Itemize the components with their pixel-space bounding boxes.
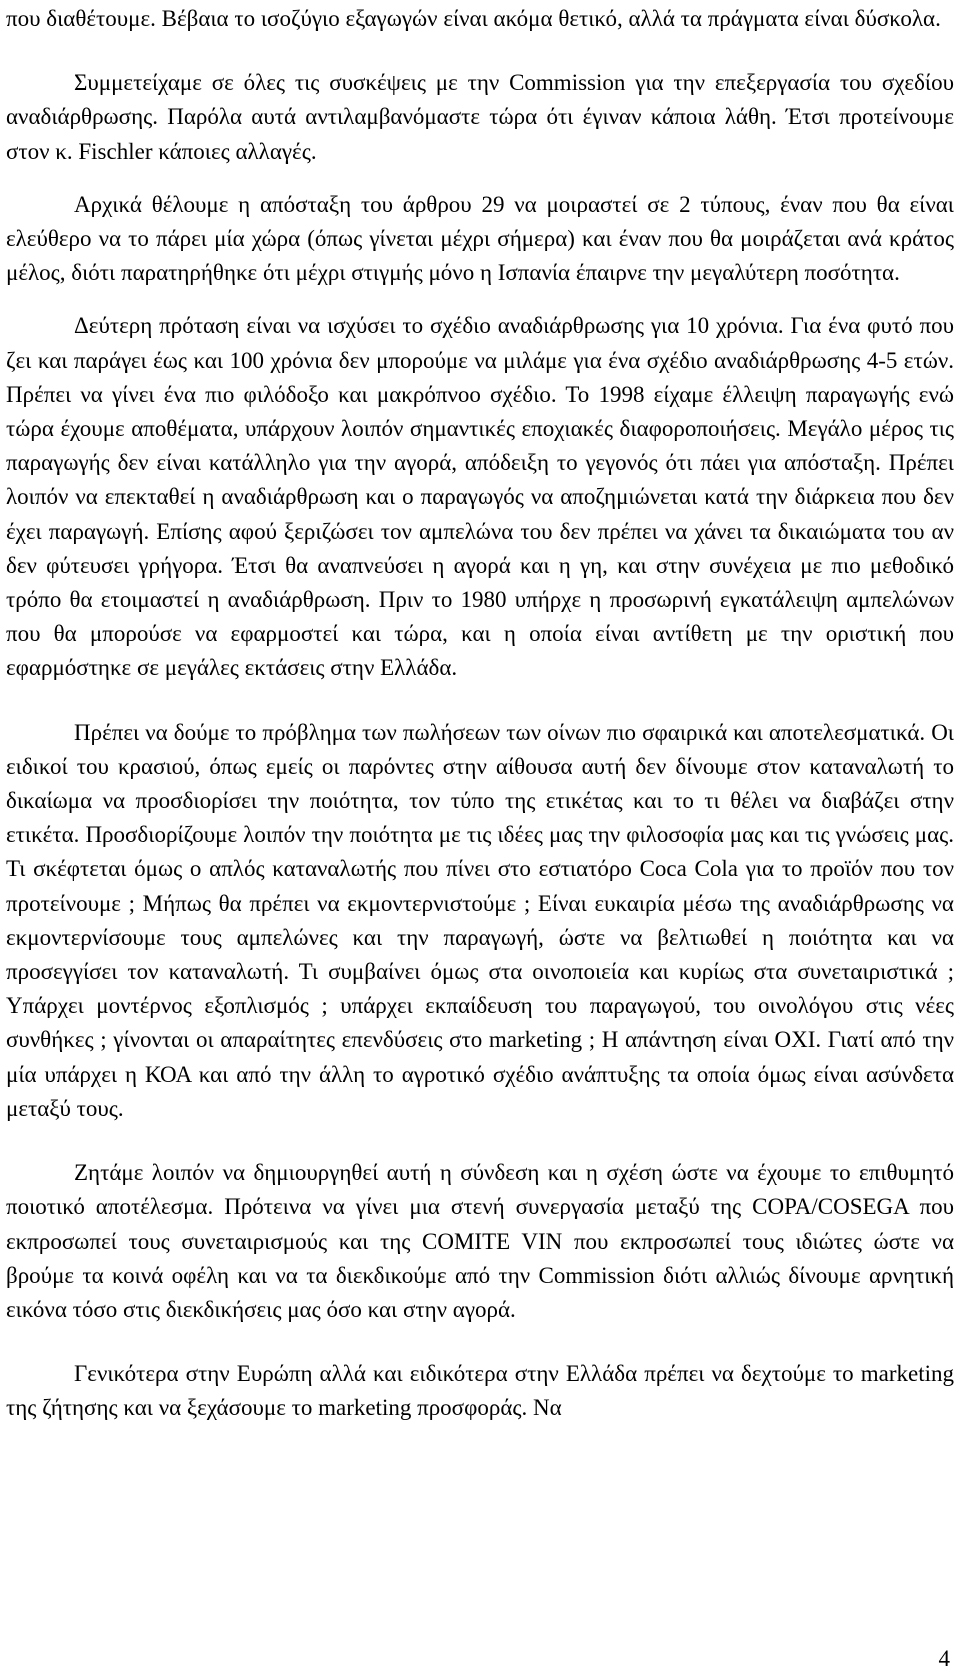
paragraph-wine-sales: Πρέπει να δούμε το πρόβλημα των πωλήσεων των οίνων πιο σφαιρικά και αποτελεσματικά. Οι ειδικοί του κρασιού, όπως εμείς οι παρόντες στην αίθουσα αυτή δεν δίνουμε στον καταναλωτή το δικαίωμα να προσδιορίσει την ποιότητα, τον τύπο της ετικέτας και το τι θέλει να διαβάζει στην ετικέτα. Προσδιορίζουμε λοιπόν την ποιότητα με τις ιδέες μας την φιλοσοφία μας και τις γνώσεις μας. Τι σκέφτεται όμως ο απλός καταναλωτής που πίνει στο εστιατόρο Coca Cola για το προϊόν που τον προτείνουμε ; Μήπως θα πρέπει να εκμοντερνιστούμε ; Είναι ευκαιρία μέσω της αναδιάρθρωσης να εκμοντερνίσουμε τους αμπελώνες και την παραγωγή, ώστε να βελτιωθεί η ποιότητα και να προσεγγίσει τον καταναλωτή. Τι συμβαίνει όμως στα οινοποιεία και κυρίως στα συνεταιριστικά ; Υπάρχει μοντέρνος εξοπλισμός ; υπάρχει εκπαίδευση του παραγωγού, του οινολόγου στις νέες συνθήκες ; γίνονται οι απαραίτητες επενδύσεις στο marketing ; Η απάντηση είναι ΟΧΙ. Γιατί από την μία υπάρχει η ΚΟΑ και από την άλλη το αγροτικό σχέδιο ανάπτυξης τα οποία όμως είναι ασύνδετα μεταξύ τους. — [6, 719, 954, 1121]
paragraph-cooperation: Ζητάμε λοιπόν να δημιουργηθεί αυτή η σύνδεση και η σχέση ώστε να έχουμε το επιθυμητό ποιοτικό αποτέλεσμα. Πρότεινα να γίνει μια στενή συνεργασία μεταξύ της COPA/COSEGA που εκπροσωπεί τους συνεταιρισμούς και της COMITE VIN που εκπροσωπεί τους ιδιώτες ώστε να βρούμε τα κοινά οφέλη και να τα διεκδικούμε από την Commission διότι αλλιώς δίνουμε αρνητική εικόνα τόσο στις διεκδικήσεις μας όσο και στην αγορά. — [6, 1160, 954, 1322]
paragraph-commission-meetings: Συμμετείχαμε σε όλες τις συσκέψεις με την Commission για την επεξεργασία του σχεδίου αναδιάρθρωσης. Παρόλα αυτά αντιλαμβανόμαστε τώρα ότι έγιναν κάποια λάθη. Έτσι προτείνουμε στον κ. Fischler κάποιες αλλαγές. — [6, 70, 954, 164]
document-body — [6, 2, 954, 1426]
paragraph-distillation-proposal: Αρχικά θέλουμε η απόσταξη του άρθρου 29 να μοιραστεί σε 2 τύπους, έναν που θα είναι ελεύθερο να το πάρει μία χώρα (όπως γίνεται μέχρι σήμερα) και έναν που θα μοιράζεται ανά κράτος μέλος, διότι παρατηρήθηκε ότι μέχρι στιγμής μόνο η Ισπανία έπαιρνε την μεγαλύτερη ποσότητα. — [6, 191, 954, 286]
paragraph-marketing: Γενικότερα στην Ευρώπη αλλά και ειδικότερα στην Ελλάδα πρέπει να δεχτούμε το marketing της ζήτησης και να ξεχάσουμε το marketing προσφοράς. Να — [6, 1361, 954, 1421]
paragraph-continuation: που διαθέτουμε. Βέβαια το ισοζύγιο εξαγωγών είναι ακόμα θετικό, αλλά τα πράγματα είναι δύσκολα. — [6, 6, 941, 31]
paragraph-restructuring-plan: Δεύτερη πρόταση είναι να ισχύσει το σχέδιο αναδιάρθρωσης για 10 χρόνια. Για ένα φυτό που ζει και παράγει έως και 100 χρόνια δεν μπορούμε να μιλάμε για ένα σχέδιο αναδιάρθρωσης 4-5 ετών. Πρέπει να γίνει ένα πιο φιλόδοξο και μακρόπνοο σχέδιο. Το 1998 είχαμε έλλειψη παραγωγής ενώ τώρα έχουμε αποθέματα, υπάρχουν λοιπόν σημαντικές εποχιακές διαφοροποιήσεις. Μεγάλο μέρος τις παραγωγής δεν είναι κατάλληλο για την αγορά, απόδειξη το γεγονός ότι πάει για απόσταξη. Πρέπει λοιπόν να επεκταθεί η αναδιάρθρωση και ο παραγωγός να αποζημιώνεται κατά την διάρκεια που δεν έχει παραγωγή. Επίσης αφού ξεριζώσει τον αμπελώνα του δεν πρέπει να χάνει τα δικαιώματα του αν δεν φύτευσει γρήγορα. Έτσι θα αναπνεύσει η αγορά και η γη, και στην συνέχεια με πιο μεθοδικό τρόπο θα ετοιμαστεί η αναδιάρθρωση. Πριν το 1980 υπήρχε η προσωρινή εγκατάλειψη αμπελώνων που θα μπορούσε να εφαρμοστεί και τώρα, και η οποία είναι αντίθετη με την οριστική που εφαρμόστηκε σε μεγάλες εκτάσεις στην Ελλάδα. — [6, 313, 954, 681]
page-number: 4 — [938, 1646, 950, 1671]
